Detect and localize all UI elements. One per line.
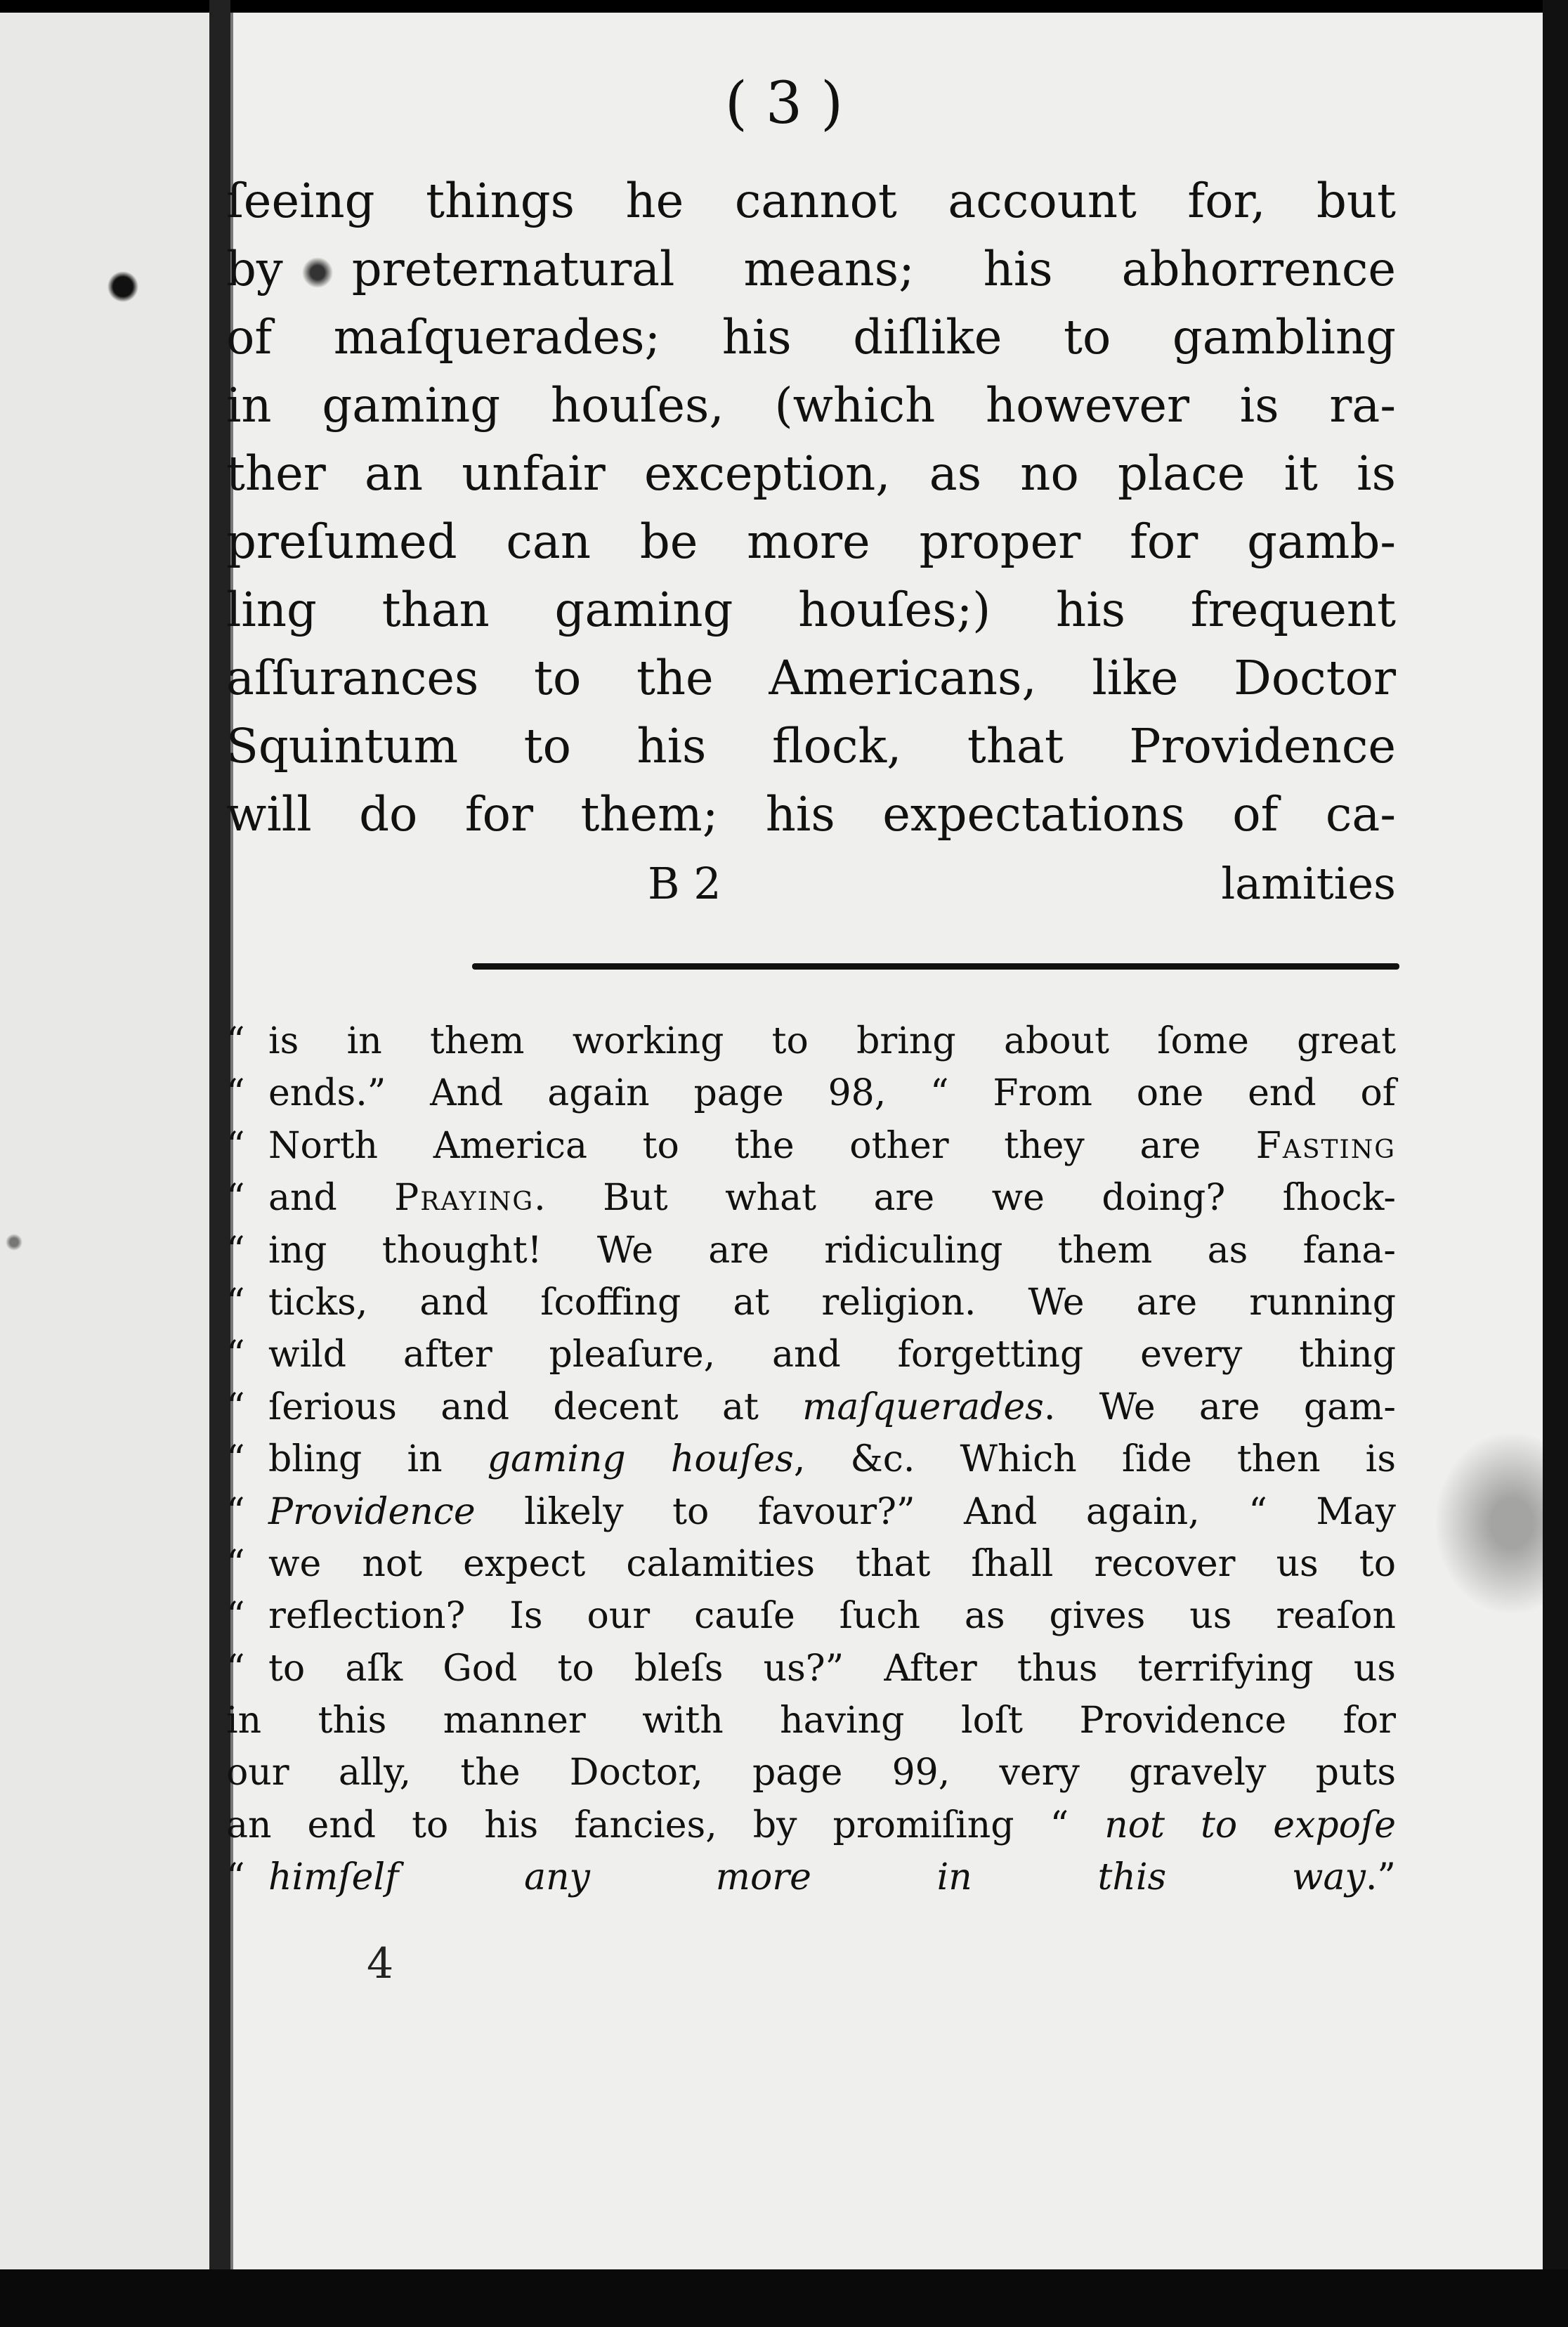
quote-mark: “ — [226, 1281, 245, 1324]
footnote-line-text — [268, 1225, 1396, 1277]
body-line: preſumed can be more proper for gamb- — [226, 514, 1396, 569]
left-page-margin — [0, 13, 209, 2289]
footnote-line-text — [268, 1067, 1396, 1119]
page-number: ( 3 ) — [724, 70, 844, 137]
text-segment: we not expect calamities that ſhall recover us to — [268, 1542, 1396, 1585]
footnote-line — [226, 1067, 1396, 1119]
footnote-line-text — [268, 1486, 1396, 1538]
quote-mark: “ — [226, 1856, 245, 1899]
footnote-line — [226, 1381, 1396, 1433]
footnote-line — [226, 1747, 1396, 1799]
quote-mark: “ — [226, 1647, 245, 1690]
body-line: in gaming houſes, (which however is ra- — [226, 378, 1396, 433]
footnote-line — [226, 1225, 1396, 1277]
body-line: will do for them; his expectations of ca- — [226, 787, 1396, 842]
footnote-line-text — [268, 1590, 1396, 1642]
italic-text: Providence — [268, 1490, 476, 1533]
footnote-line — [226, 1120, 1396, 1172]
quote-mark: “ — [226, 1542, 245, 1585]
body-line: ſeeing things he cannot account for, but — [226, 174, 1396, 228]
text-segment: ſerious and decent at — [268, 1386, 803, 1428]
quote-mark: “ — [226, 1490, 245, 1533]
footnote-line — [226, 1643, 1396, 1695]
body-text — [226, 167, 1396, 919]
text-segment: an end to his fancies, by promiſing “ — [226, 1804, 1105, 1846]
footnote-text — [226, 1015, 1396, 1904]
footnote-line — [226, 1851, 1396, 1903]
footnote-line — [226, 1329, 1396, 1381]
text-segment: . But what are we doing? ſhock- — [534, 1177, 1396, 1220]
footnote-line-text — [268, 1851, 1396, 1903]
text-segment: to aſk God to bleſs us?” After thus terrifying us — [268, 1647, 1396, 1690]
text-segment: North America to the other they are — [268, 1124, 1256, 1167]
footnote-line-text — [226, 1747, 1396, 1799]
text-segment: reflection? Is our cauſe ſuch as gives us reaſon — [268, 1595, 1396, 1638]
footnote-rule — [472, 963, 1399, 970]
body-line: aſſurances to the Americans, like Doctor — [226, 651, 1396, 705]
footnote-line-text — [268, 1538, 1396, 1590]
quote-mark: “ — [226, 1229, 245, 1272]
text-segment: , &c. Which ſide then is — [793, 1438, 1396, 1481]
italic-text: gaming houſes — [487, 1438, 794, 1481]
footnote-end-mark: 4 — [367, 1939, 394, 1988]
text-segment: and — [268, 1177, 395, 1220]
quote-mark: “ — [226, 1595, 245, 1638]
signature-mark: B 2 — [648, 858, 721, 909]
text-segment: bling in — [268, 1438, 488, 1481]
text-segment: in this manner with having loſt Providence for — [226, 1700, 1396, 1742]
footnote-line-text — [226, 1695, 1396, 1747]
text-segment: .” — [1365, 1856, 1396, 1899]
body-line: ther an unfair exception, as no place it is — [226, 446, 1396, 501]
text-segment: wild after pleaſure, and forgetting every thing — [268, 1334, 1396, 1376]
italic-text: maſquerades — [802, 1386, 1044, 1428]
catchword: lamities — [1221, 858, 1396, 909]
quote-mark: “ — [226, 1124, 245, 1167]
quote-mark: “ — [226, 1177, 245, 1220]
footnote-line-text — [268, 1120, 1396, 1172]
footnote-line-text — [268, 1015, 1396, 1067]
text-segment: ing thought! We are ridiculing them as fana- — [268, 1229, 1396, 1272]
text-segment: ticks, and ſcoffing at religion. We are running — [268, 1281, 1396, 1324]
catchword-row — [226, 849, 1396, 919]
small-caps-text: Praying — [394, 1177, 535, 1220]
italic-text: himſelf any more in this way — [268, 1856, 1366, 1899]
text-segment: our ally, the Doctor, page 99, very gravely puts — [226, 1752, 1396, 1794]
body-line: Squintum to his flock, that Providence — [226, 719, 1396, 774]
footnote-line-text — [268, 1277, 1396, 1329]
footnote-line-text — [268, 1329, 1396, 1381]
text-segment: ends.” And again page 98, “ From one end of — [268, 1072, 1396, 1115]
footnote-line — [226, 1538, 1396, 1590]
footnote-line — [226, 1433, 1396, 1485]
footnote-line — [226, 1486, 1396, 1538]
footnote-line-text — [226, 1799, 1396, 1851]
footnote-line-text — [268, 1433, 1396, 1485]
footnote-line — [226, 1015, 1396, 1067]
body-line: of maſquerades; his diſlike to gambling — [226, 310, 1396, 365]
footnote-line-text — [268, 1643, 1396, 1695]
footnote-line — [226, 1590, 1396, 1642]
footnote-line — [226, 1277, 1396, 1329]
quote-mark: “ — [226, 1438, 245, 1481]
right-page-edge — [1543, 0, 1568, 2327]
footnote-line-text — [268, 1381, 1396, 1433]
italic-text: not to expoſe — [1104, 1804, 1397, 1846]
footnote-line — [226, 1695, 1396, 1747]
body-line: ling than gaming houſes;) his frequent — [226, 582, 1396, 637]
body-line: by preternatural means; his abhorrence — [226, 242, 1396, 296]
text-segment: is in them working to bring about ſome great — [268, 1020, 1396, 1062]
quote-mark: “ — [226, 1072, 245, 1115]
footnote-line — [226, 1799, 1396, 1851]
footnote-line-text — [268, 1172, 1396, 1224]
bottom-page-edge — [0, 2269, 1568, 2327]
text-segment: . We are gam- — [1043, 1386, 1396, 1428]
text-segment: likely to favour?” And again, “ May — [475, 1490, 1396, 1533]
quote-mark: “ — [226, 1020, 245, 1062]
quote-mark: “ — [226, 1334, 245, 1376]
small-caps-text: Fasting — [1255, 1124, 1396, 1167]
quote-mark: “ — [226, 1386, 245, 1428]
footnote-line — [226, 1172, 1396, 1224]
